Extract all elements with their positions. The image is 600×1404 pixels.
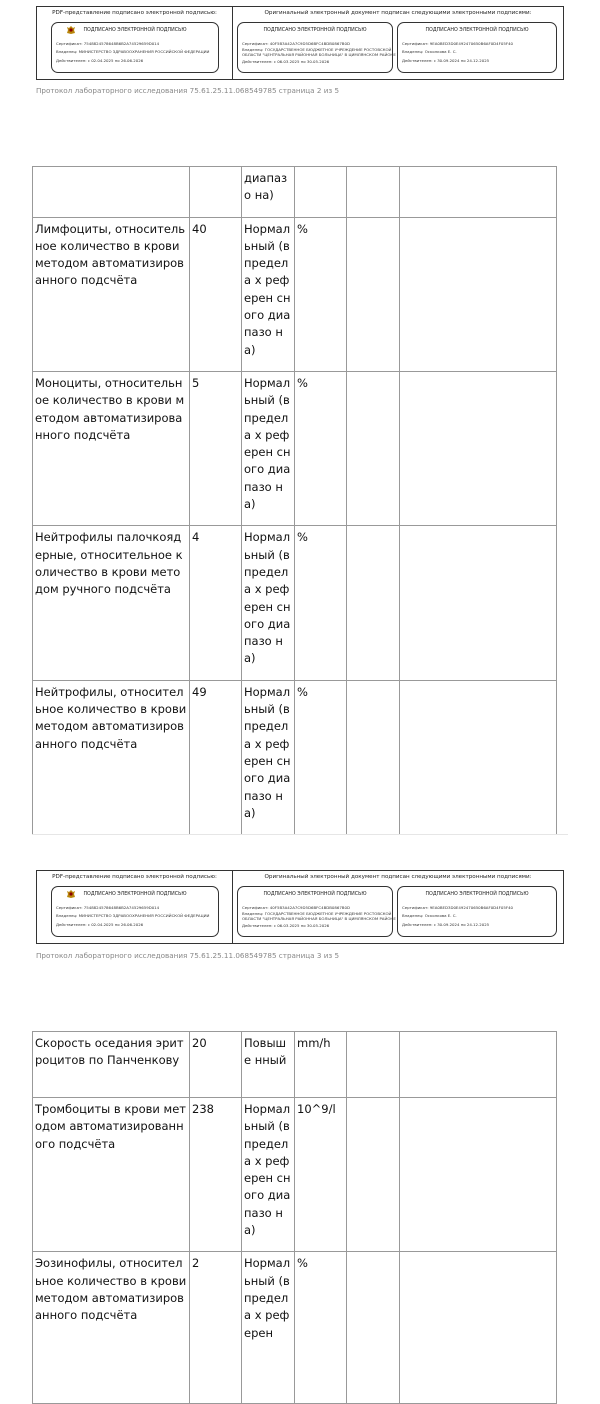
table-row bbox=[33, 1032, 557, 1098]
stamp-certificate: Сертификат: 40F5B3A42A7C9D5D6BFC4BDB0867B0D bbox=[242, 41, 350, 46]
value-cell bbox=[190, 167, 242, 218]
unit-cell: 10^9/l bbox=[295, 1098, 347, 1252]
conclusion-cell: Нормал ьный (в предела х референ сного диапазо на) bbox=[242, 217, 295, 371]
protocol-line: Протокол лабораторного исследования 75.61.25.11.068549785 страница 3 из 5 bbox=[36, 951, 340, 960]
empty-cell bbox=[400, 526, 557, 680]
unit-cell bbox=[295, 167, 347, 218]
table-row bbox=[33, 1098, 557, 1252]
stamp-certificate: Сертификат: 7548824578648B6B2A74529659D014 bbox=[56, 41, 160, 46]
pdf-signature-section bbox=[37, 7, 233, 79]
pdf-signature-section bbox=[37, 871, 233, 943]
results-table bbox=[32, 1031, 557, 1404]
empty-cell bbox=[400, 680, 557, 834]
stamp-certificate: Сертификат: 9EA0BED3D0E492470650B6AF0D4F05F40 bbox=[402, 41, 514, 46]
conclusion-cell: диапазо на) bbox=[242, 167, 295, 218]
protocol-line: Протокол лабораторного исследования 75.61.25.11.068549785 страница 2 из 5 bbox=[36, 86, 340, 95]
stamp-title: ПОДПИСАНО ЭЛЕКТРОННОЙ ПОДПИСЬЮ bbox=[83, 28, 187, 33]
pdf-signature-caption: PDF-представление подписано электронной подписью: bbox=[52, 10, 217, 16]
original-signature-section bbox=[233, 7, 563, 79]
stamp-owner: Владелец: ГОСУДАРСТВЕННОЕ БЮДЖЕТНОЕ УЧРЕЖДЕНИЕ РОСТОВСКОЙ bbox=[242, 47, 392, 52]
stamp-title: ПОДПИСАНО ЭЛЕКТРОННОЙ ПОДПИСЬЮ bbox=[263, 28, 367, 33]
empty-cell bbox=[347, 1252, 400, 1404]
signature-stamp bbox=[237, 886, 396, 937]
conclusion-cell: Повыше нный bbox=[242, 1032, 295, 1098]
value-cell: 40 bbox=[190, 217, 242, 371]
value-cell: 2 bbox=[190, 1252, 242, 1404]
table-row bbox=[33, 1252, 557, 1404]
stamp-owner: Владелец: Осколкова Е. С. bbox=[402, 913, 457, 918]
test-name-cell: Моноциты, относительное количество в крови методом автоматизированного подсчёта bbox=[33, 371, 190, 525]
stamp-certificate: Сертификат: 40F5B3A42A7C9D5D6BFC4BDB0867B0D bbox=[242, 905, 350, 910]
unit-cell: mm/h bbox=[295, 1032, 347, 1098]
value-cell: 5 bbox=[190, 371, 242, 525]
page-separator bbox=[32, 834, 568, 835]
unit-cell: % bbox=[295, 526, 347, 680]
empty-cell bbox=[400, 1032, 557, 1098]
stamp-owner: Владелец: МИНИСТЕРСТВО ЗДРАВООХРАНЕНИЯ РОССИЙСКОЙ ФЕДЕРАЦИИ bbox=[56, 49, 210, 54]
test-name-cell: Нейтрофилы, относительное количество в крови методом автоматизированного подсчёта bbox=[33, 680, 190, 834]
signature-stamp bbox=[51, 22, 219, 73]
unit-cell: % bbox=[295, 371, 347, 525]
test-name-cell: Нейтрофилы палочкоядерные, относительное количество в крови методом ручного подсчёта bbox=[33, 526, 190, 680]
value-cell: 4 bbox=[190, 526, 242, 680]
empty-cell bbox=[400, 1098, 557, 1252]
original-signature-caption: Оригинальный электронный документ подписан следующими электронными подписями: bbox=[264, 10, 532, 16]
stamp-certificate: Сертификат: 7548824578648B6B2A74529659D014 bbox=[56, 905, 160, 910]
empty-cell bbox=[347, 217, 400, 371]
stamp-title: ПОДПИСАНО ЭЛЕКТРОННОЙ ПОДПИСЬЮ bbox=[263, 892, 367, 897]
test-name-cell: Лимфоциты, относительное количество в крови методом автоматизированного подсчёта bbox=[33, 217, 190, 371]
empty-cell bbox=[347, 526, 400, 680]
stamp-validity: Действителен: с 06.03.2025 по 30.05.2026 bbox=[242, 59, 330, 64]
empty-cell bbox=[400, 167, 557, 218]
stamp-validity: Действителен: с 02.04.2025 по 26.06.2026 bbox=[56, 922, 144, 927]
stamp-validity: Действителен: с 30.09.2024 по 24.12.2025 bbox=[402, 58, 490, 63]
value-cell: 20 bbox=[190, 1032, 242, 1098]
table-row bbox=[33, 371, 557, 525]
results-table bbox=[32, 166, 557, 835]
empty-cell bbox=[347, 167, 400, 218]
test-name-cell bbox=[33, 167, 190, 218]
table-row bbox=[33, 217, 557, 371]
conclusion-cell: Нормал ьный (в предела х референ сного диапазо на) bbox=[242, 680, 295, 834]
conclusion-cell: Нормал ьный (в предела х референ bbox=[242, 1252, 295, 1404]
table-row bbox=[33, 526, 557, 680]
empty-cell bbox=[347, 371, 400, 525]
stamp-title: ПОДПИСАНО ЭЛЕКТРОННОЙ ПОДПИСЬЮ bbox=[425, 28, 529, 33]
empty-cell bbox=[400, 371, 557, 525]
stamp-owner-line2: ОБЛАСТИ "ЦЕНТРАЛЬНАЯ РАЙОННАЯ БОЛЬНИЦА" В ЦИМЛЯНСКОМ РАЙОНЕ bbox=[242, 916, 396, 921]
test-name-cell: Эозинофилы, относительное количество в крови методом автоматизированного подсчёта bbox=[33, 1252, 190, 1404]
stamp-validity: Действителен: с 06.03.2025 по 30.05.2026 bbox=[242, 923, 330, 928]
stamp-owner: Владелец: МИНИСТЕРСТВО ЗДРАВООХРАНЕНИЯ РОССИЙСКОЙ ФЕДЕРАЦИИ bbox=[56, 913, 210, 918]
stamp-owner: Владелец: ГОСУДАРСТВЕННОЕ БЮДЖЕТНОЕ УЧРЕЖДЕНИЕ РОСТОВСКОЙ bbox=[242, 911, 392, 916]
stamp-title: ПОДПИСАНО ЭЛЕКТРОННОЙ ПОДПИСЬЮ bbox=[83, 892, 187, 897]
conclusion-cell: Нормал ьный (в предела х референ сного диапазо на) bbox=[242, 1098, 295, 1252]
original-signature-caption: Оригинальный электронный документ подписан следующими электронными подписями: bbox=[264, 874, 532, 880]
empty-cell bbox=[347, 1032, 400, 1098]
test-name-cell: Тромбоциты в крови методом автоматизированного подсчёта bbox=[33, 1098, 190, 1252]
pdf-signature-caption: PDF-представление подписано электронной подписью: bbox=[52, 874, 217, 880]
table-row bbox=[33, 167, 557, 218]
value-cell: 49 bbox=[190, 680, 242, 834]
test-name-cell: Скорость оседания эритроцитов по Панченкову bbox=[33, 1032, 190, 1098]
unit-cell: % bbox=[295, 1252, 347, 1404]
empty-cell bbox=[400, 1252, 557, 1404]
unit-cell: % bbox=[295, 680, 347, 834]
signature-block bbox=[36, 6, 564, 80]
conclusion-cell: Нормал ьный (в предела х референ сного диапазо на) bbox=[242, 371, 295, 525]
stamp-validity: Действителен: с 02.04.2025 по 26.06.2026 bbox=[56, 58, 144, 63]
empty-cell bbox=[347, 1098, 400, 1252]
empty-cell bbox=[400, 217, 557, 371]
signature-block bbox=[36, 870, 564, 944]
original-signature-section bbox=[233, 871, 563, 943]
signature-stamp bbox=[51, 886, 219, 937]
stamp-validity: Действителен: с 30.09.2024 по 24.12.2025 bbox=[402, 922, 490, 927]
stamp-owner: Владелец: Осколкова Е. С. bbox=[402, 49, 457, 54]
stamp-owner-line2: ОБЛАСТИ "ЦЕНТРАЛЬНАЯ РАЙОННАЯ БОЛЬНИЦА" В ЦИМЛЯНСКОМ РАЙОНЕ bbox=[242, 52, 396, 57]
signature-stamp bbox=[397, 22, 557, 73]
signature-stamp bbox=[397, 886, 557, 937]
unit-cell: % bbox=[295, 217, 347, 371]
table-row bbox=[33, 680, 557, 834]
conclusion-cell: Нормал ьный (в предела х референ сного диапазо на) bbox=[242, 526, 295, 680]
stamp-title: ПОДПИСАНО ЭЛЕКТРОННОЙ ПОДПИСЬЮ bbox=[425, 892, 529, 897]
value-cell: 238 bbox=[190, 1098, 242, 1252]
signature-stamp bbox=[237, 22, 396, 73]
empty-cell bbox=[347, 680, 400, 834]
stamp-certificate: Сертификат: 9EA0BED3D0E492470650B6AF0D4F05F40 bbox=[402, 905, 514, 910]
